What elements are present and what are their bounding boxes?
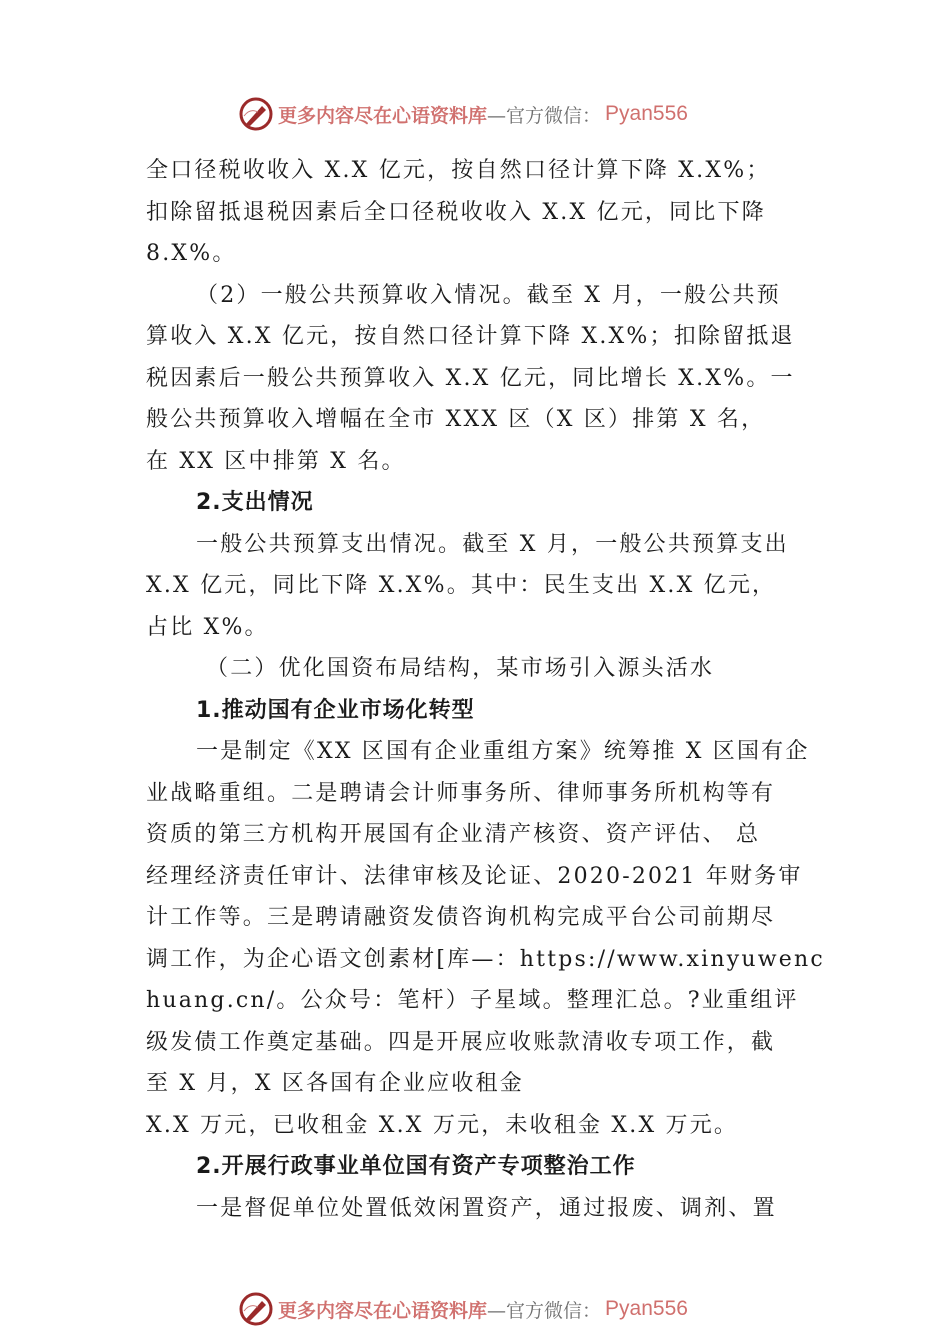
paragraph-start: （2）一般公共预算收入情况。截至 X 月，一般公共预: [196, 282, 781, 308]
text-line: 般公共预算收入增幅在全市 XXX 区（X 区）排第 X 名，: [146, 407, 766, 432]
banner-wechat-id: Pyan556: [605, 102, 688, 125]
text-line: 至 X 月，X 区各国有企业应收租金: [146, 1071, 524, 1096]
quill-pen-logo-icon: [238, 96, 274, 132]
banner-promo-text: 更多内容尽在心语资料库: [278, 1299, 488, 1322]
subsection-heading: （二）优化国资布局结构，某市场引入源头活水: [206, 656, 715, 681]
paragraph-start: 一是制定《XX 区国有企业重组方案》统筹推 X 区国有企: [196, 739, 810, 764]
quill-pen-logo-icon: [238, 1291, 274, 1327]
section-heading: 1.推动国有企业市场化转型: [196, 697, 475, 723]
text-line: 全口径税收收入 X.X 亿元，按自然口径计算下降 X.X%；: [146, 158, 771, 183]
text-line: 税因素后一般公共预算收入 X.X 亿元，同比增长 X.X%。一: [146, 365, 795, 391]
banner-wechat-id: Pyan556: [605, 1297, 688, 1320]
text-line: 在 XX 区中排第 X 名。: [146, 448, 406, 474]
text-line: 级发债工作奠定基础。四是开展应收账款清收专项工作，截: [146, 1029, 776, 1055]
text-line: 8.X%。: [146, 241, 237, 266]
paragraph-start: 一般公共预算支出情况。截至 X 月，一般公共预算支出: [196, 531, 789, 557]
banner-promo-text: 更多内容尽在心语资料库: [278, 104, 488, 127]
footer-banner: [238, 1289, 688, 1329]
header-banner: [238, 94, 688, 134]
document-body: [146, 150, 825, 1229]
section-heading: 2.开展行政事业单位国有资产专项整治工作: [196, 1154, 636, 1179]
text-line: 计工作等。三是聘请融资发债咨询机构完成平台公司前期尽: [146, 905, 776, 930]
text-line: 调工作，为企心语文创素材[库—：https://www.xinyuwenc: [146, 946, 825, 972]
paragraph-start: 一是督促单位处置低效闲置资产，通过报废、调剂、置: [196, 1195, 777, 1221]
banner-wechat-label: —官方微信：: [487, 1299, 602, 1322]
text-line: 算收入 X.X 亿元，按自然口径计算下降 X.X%；扣除留抵退: [146, 324, 795, 349]
text-line: X.X 万元，已收租金 X.X 万元，未收租金 X.X 万元。: [146, 1112, 739, 1138]
text-line: 资质的第三方机构开展国有企业清产核资、资产评估、 总: [146, 822, 761, 847]
text-line: huang.cn/。公众号：笔杆）子星域。整理汇总。?业重组评: [146, 988, 799, 1013]
section-heading: 2.支出情况: [196, 490, 314, 515]
banner-wechat-label: —官方微信：: [487, 104, 602, 127]
text-line: 业战略重组。二是聘请会计师事务所、律师事务所机构等有: [146, 780, 776, 806]
text-line: 扣除留抵退税因素后全口径税收收入 X.X 亿元，同比下降: [146, 199, 766, 225]
text-line: 经理经济责任审计、法律审核及论证、2020-2021 年财务审: [146, 863, 803, 889]
text-line: X.X 亿元，同比下降 X.X%。其中：民生支出 X.X 亿元，: [146, 573, 777, 598]
text-line: 占比 X%。: [146, 614, 269, 640]
